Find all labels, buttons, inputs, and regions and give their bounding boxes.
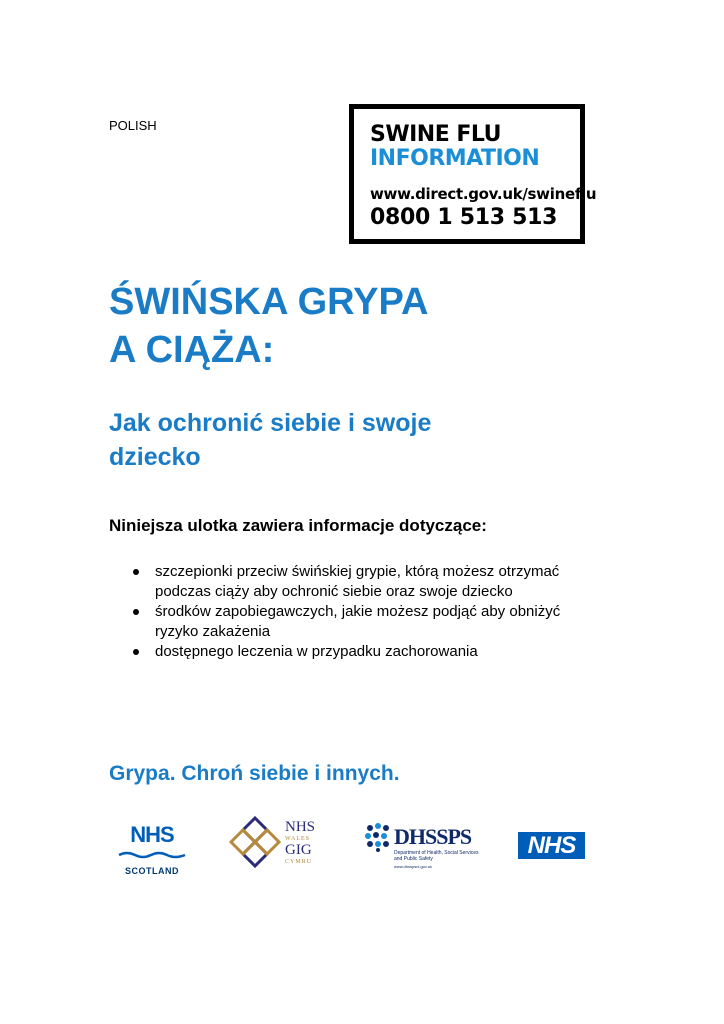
list-item-text: środków zapobiegawczych, jakie możesz podjąć aby obniżyć ryzyko zakażenia bbox=[155, 603, 561, 640]
info-box-url[interactable]: www.direct.gov.uk/swineflu bbox=[370, 185, 597, 203]
nhs-wales-line3: GIG bbox=[285, 842, 312, 858]
wave-icon bbox=[117, 851, 187, 859]
nhs-scotland-logo bbox=[117, 824, 187, 876]
bullet-icon bbox=[133, 649, 139, 655]
intro-text: Niniejsza ulotka zawiera informacje dotyczące: bbox=[109, 516, 487, 535]
nhs-scotland-title: NHS bbox=[130, 822, 174, 847]
bullet-icon bbox=[133, 609, 139, 615]
dhssps-web: www.dhsspsni.gov.uk bbox=[394, 864, 432, 869]
nhs-logo: NHS bbox=[518, 832, 585, 859]
title-line2: A CIĄŻA: bbox=[109, 329, 275, 371]
nhs-wales-line2: WALES bbox=[285, 836, 310, 842]
celtic-knot-icon bbox=[227, 814, 283, 870]
info-box-phone: 0800 1 513 513 bbox=[370, 205, 558, 230]
dhssps-name: DHSSPS bbox=[394, 824, 472, 849]
bullet-icon bbox=[133, 569, 139, 575]
page-title bbox=[109, 278, 429, 374]
swine-flu-info-box bbox=[349, 104, 597, 244]
nhs-wales-logo bbox=[227, 814, 337, 870]
list-item bbox=[130, 562, 600, 602]
page-subtitle: Jak ochronić siebie i swoje dziecko bbox=[109, 409, 432, 471]
bullet-list bbox=[130, 562, 600, 662]
nhs-wales-line1: NHS bbox=[285, 819, 316, 835]
list-item bbox=[130, 642, 600, 662]
list-item bbox=[130, 602, 600, 642]
dot-cluster-icon bbox=[364, 822, 392, 852]
info-box-line2: INFORMATION bbox=[370, 146, 540, 171]
title-line1: ŚWIŃSKA GRYPA bbox=[109, 281, 429, 323]
list-item-text: szczepionki przeciw świńskiej grypie, którą możesz otrzymać podczas ciąży aby ochronić siebie oraz swoje dziecko bbox=[155, 563, 560, 600]
nhs-wales-text bbox=[285, 820, 315, 866]
slogan: Grypa. Chroń siebie i innych. bbox=[109, 762, 400, 785]
dhssps-logo bbox=[364, 822, 484, 872]
logo-strip bbox=[109, 812, 599, 882]
list-item-text: dostępnego leczenia w przypadku zachorowania bbox=[155, 643, 478, 660]
language-label: POLISH bbox=[109, 118, 157, 133]
info-box-line1: SWINE FLU bbox=[370, 122, 502, 147]
nhs-scotland-subtitle: SCOTLAND bbox=[125, 866, 179, 876]
nhs-wales-line4: CYMRU bbox=[285, 859, 313, 865]
dhssps-subtitle: Department of Health, Social Services and Public Safety bbox=[394, 850, 479, 862]
